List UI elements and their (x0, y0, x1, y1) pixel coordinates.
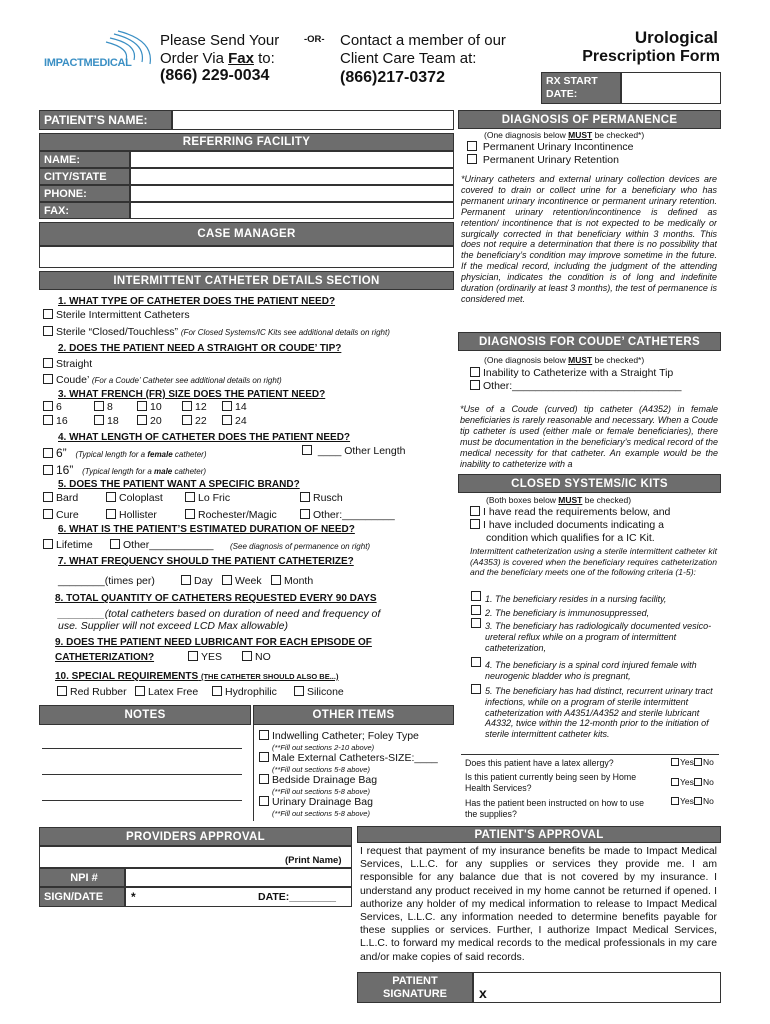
frequency-day[interactable]: Day (181, 575, 213, 587)
frequency-times[interactable]: ________(times per) (58, 575, 155, 587)
length-6-option[interactable]: 6” (Typical length for a female catheter) (43, 446, 206, 460)
brand-rochester[interactable]: Rochester/Magic (185, 509, 277, 521)
coude-header: DIAGNOSIS FOR COUDE’ CATHETERS (458, 332, 721, 351)
other-item-urinary-bag-note: (**Fill out sections 5-8 above) (272, 809, 370, 818)
permanence-incontinence[interactable]: Permanent Urinary Incontinence (467, 141, 634, 153)
facility-name-label: NAME: (39, 151, 130, 168)
checkbox[interactable] (470, 519, 480, 529)
duration-other[interactable]: Other___________ (110, 539, 214, 551)
checkbox[interactable] (110, 539, 120, 549)
checkbox[interactable] (43, 448, 53, 458)
other-item-indwelling-note: (**Fill out sections 2-10 above) (272, 743, 375, 752)
q8-heading: 8. TOTAL QUANTITY OF CATHETERS REQUESTED EVERY 90 DAYS (55, 593, 377, 604)
q8-text-1[interactable]: ________(total catheters based on duration of need and frequency of (58, 608, 381, 620)
checkbox[interactable] (259, 774, 269, 784)
criterion-5-checkbox[interactable] (471, 684, 484, 696)
fr-size-8[interactable]: 8 (94, 401, 113, 413)
fr-size-20[interactable]: 20 (137, 415, 162, 427)
rx-start-label: RX START DATE: (541, 72, 621, 104)
closed-systems-header: CLOSED SYSTEMS/IC KITS (458, 474, 721, 493)
checkbox[interactable] (302, 445, 312, 455)
checkbox[interactable] (43, 309, 53, 319)
criterion-3-checkbox[interactable] (471, 618, 484, 630)
permanence-instruction: (One diagnosis below MUST be checked*) (484, 130, 645, 140)
q4-heading: 4. WHAT LENGTH OF CATHETER DOES THE PATIENT NEED? (58, 432, 351, 443)
referring-facility-header: REFERRING FACILITY (39, 133, 454, 151)
checkbox[interactable] (182, 401, 192, 411)
special-hydrophilic[interactable]: Hydrophilic (212, 686, 277, 698)
notes-line-3[interactable] (42, 800, 242, 801)
checkbox[interactable] (259, 796, 269, 806)
facility-city-field[interactable] (130, 168, 454, 185)
provider-date-label[interactable]: DATE:________ (258, 891, 337, 903)
facility-phone-label: PHONE: (39, 185, 130, 202)
form-title-1: Urological (634, 28, 718, 47)
home-health-question-2: Health Services? (465, 783, 532, 793)
facility-fax-label: FAX: (39, 202, 130, 219)
notes-line-1[interactable] (42, 748, 242, 749)
brand-rusch[interactable]: Rusch (300, 492, 343, 504)
fr-size-24[interactable]: 24 (222, 415, 247, 427)
q10-heading: 10. SPECIAL REQUIREMENTS (THE CATHETER SHOULD ALSO BE...) (55, 671, 339, 682)
checkbox[interactable] (43, 358, 53, 368)
notes-header: NOTES (39, 705, 251, 725)
coude-instruction: (One diagnosis below MUST be checked*) (484, 355, 645, 365)
contact-number: (866)217-0372 (340, 69, 445, 86)
checkbox[interactable] (188, 651, 198, 661)
checkbox[interactable] (94, 401, 104, 411)
permanence-header: DIAGNOSIS OF PERMANENCE (458, 110, 721, 129)
signature-x-mark: x (479, 985, 487, 1001)
patient-name-field[interactable] (172, 110, 454, 130)
duration-note: (See diagnosis of permanence on right) (230, 542, 371, 551)
other-item-male-external-note: (**Fill out sections 5-8 above) (272, 765, 370, 774)
frequency-week[interactable]: Week (222, 575, 262, 587)
checkbox[interactable] (43, 509, 53, 519)
checkbox[interactable] (185, 492, 195, 502)
checkbox[interactable] (137, 401, 147, 411)
checkbox[interactable] (43, 465, 53, 475)
print-name-label: (Print Name) (285, 855, 342, 866)
patient-signature-label: PATIENT SIGNATURE (357, 972, 473, 1003)
or-label: -OR- (304, 34, 325, 45)
criterion-1-checkbox[interactable] (471, 591, 484, 603)
q2-option-straight[interactable]: Straight (43, 358, 92, 370)
checkbox[interactable] (470, 380, 480, 390)
closed-included-documents-2: condition which qualifies for a IC Kit. (486, 532, 655, 544)
q6-heading: 6. WHAT IS THE PATIENT’S ESTIMATED DURATION OF NEED? (58, 524, 355, 535)
contact-line-2: Client Care Team at: (340, 50, 477, 67)
checkbox[interactable] (222, 401, 232, 411)
patient-approval-text: I request that payment of my insurance benefits be made to Impact Medical Services, L.L.C. for any supplies or services they provide me. I am responsible for any balance due that is not covered by my insurance. I understand any product received in my home cannot be returned if opened. I authorize any holder of my medical information to release to Impact Medical Services, L.L.C. any information needed to determine benefits payable for these supplies or services. Further, I authorize Impact Medical Services, L.L.C. to forward my medical records to the medical professionals in my care and/or make copies of said records. (360, 846, 717, 963)
closed-read-requirements[interactable]: I have read the requirements below, and (470, 506, 670, 518)
length-other-option[interactable]: ____ Other Length (302, 445, 406, 457)
q7-heading: 7. WHAT FREQUENCY SHOULD THE PATIENT CATHETERIZE? (58, 556, 354, 567)
checkbox[interactable] (43, 415, 53, 425)
providers-approval-header: PROVIDERS APPROVAL (39, 827, 352, 846)
checkbox[interactable] (470, 506, 480, 516)
checkbox[interactable] (43, 539, 53, 549)
closed-instruction: (Both boxes below MUST be checked) (486, 495, 632, 505)
other-item-urinary-bag[interactable]: Urinary Drainage Bag (259, 796, 373, 808)
brand-lofric[interactable]: Lo Fric (185, 492, 230, 504)
special-red-rubber[interactable]: Red Rubber (57, 686, 127, 698)
checkbox[interactable] (294, 686, 304, 696)
latex-allergy-question: Does this patient have a latex allergy? (465, 758, 614, 768)
facility-city-label: CITY/STATE (39, 168, 130, 185)
case-manager-field[interactable] (39, 246, 454, 268)
sign-date-label: SIGN/DATE (39, 887, 125, 907)
checkbox[interactable] (181, 575, 191, 585)
checkbox[interactable] (182, 415, 192, 425)
fr-size-18[interactable]: 18 (94, 415, 119, 427)
other-item-bedside-bag-note: (**Fill out sections 5-8 above) (272, 787, 370, 796)
permanence-paragraph: *Urinary catheters and external urinary collection devices are covered to drain or collect urine for a beneficiary who has permanent urinary incontinence or permanent urinary retention. Permanent urinary retention/incontinence is defined as retention/ incontinence that is not expected to be medically or surgically corrected in that beneficiary within 3 months. This does not require a determination that there is no possibility that the beneficiary’s condition may improve sometime in the future. If the medical record, including the judgment of the attending physician, indicates the condition is of long and indefinite duration (ordinarily at least 3 months), the test of permanence is considered met. (461, 174, 717, 304)
closed-included-documents[interactable]: I have included documents indicating a (470, 519, 664, 531)
lubricant-no[interactable]: NO (242, 651, 271, 663)
form-title-2: Prescription Form (582, 48, 720, 65)
q1-option-sterile[interactable]: Sterile Intermittent Catheters (43, 309, 190, 321)
send-line-1: Please Send Your (160, 32, 280, 49)
latex-no[interactable]: No (694, 757, 714, 767)
brand-cure[interactable]: Cure (43, 509, 79, 521)
fr-size-12[interactable]: 12 (182, 401, 207, 413)
coude-other[interactable]: Other:_____________________________ (470, 380, 682, 392)
frequency-month[interactable]: Month (271, 575, 313, 587)
patient-approval-header: PATIENT'S APPROVAL (357, 826, 721, 843)
special-silicone[interactable]: Silicone (294, 686, 344, 698)
notes-line-2[interactable] (42, 774, 242, 775)
checkbox[interactable] (135, 686, 145, 696)
criterion-1: 1. The beneficiary resides in a nursing facility, (485, 594, 667, 604)
checkbox[interactable] (467, 141, 477, 151)
checkbox[interactable] (106, 509, 116, 519)
instructed-question-1: Has the patient been instructed on how to use (465, 798, 644, 808)
patient-signature-field[interactable] (473, 972, 721, 1003)
other-item-bedside-bag[interactable]: Bedside Drainage Bag (259, 774, 377, 786)
q2-option-coude[interactable]: Coude’ (For a Coude’ Catheter see additional details on right) (43, 374, 282, 386)
checkbox[interactable] (94, 415, 104, 425)
home-health-question-1: Is this patient currently being seen by Home (465, 772, 637, 782)
checkbox[interactable] (43, 374, 53, 384)
fax-number: (866) 229-0034 (160, 67, 270, 84)
permanence-retention[interactable]: Permanent Urinary Retention (467, 154, 619, 166)
intermittent-section-header: INTERMITTENT CATHETER DETAILS SECTION (39, 271, 454, 290)
length-16-option[interactable]: 16” (Typical length for a male catheter) (43, 463, 206, 477)
contact-line-1: Contact a member of our (340, 32, 506, 49)
q1-heading: 1. WHAT TYPE OF CATHETER DOES THE PATIENT NEED? (58, 296, 336, 307)
checkbox[interactable] (300, 509, 310, 519)
checkbox[interactable] (242, 651, 252, 661)
latex-yes[interactable]: Yes (671, 757, 694, 767)
checkbox[interactable] (137, 415, 147, 425)
fr-size-10[interactable]: 10 (137, 401, 162, 413)
q1-option-closed[interactable]: Sterile “Closed/Touchless” (For Closed Systems/IC Kits see additional details on right) (43, 326, 390, 338)
brand-coloplast[interactable]: Coloplast (106, 492, 163, 504)
home-health-no[interactable]: No (694, 777, 714, 787)
criterion-3: 3. The beneficiary has radiologically documented vesico-ureteral reflux while on a program of intermittent catheterization, (485, 621, 712, 653)
criterion-2-checkbox[interactable] (471, 605, 484, 617)
fr-size-22[interactable]: 22 (182, 415, 207, 427)
fr-size-14[interactable]: 14 (222, 401, 247, 413)
checkbox[interactable] (271, 575, 281, 585)
questions-divider (461, 754, 719, 755)
q2-heading: 2. DOES THE PATIENT NEED A STRAIGHT OR COUDE’ TIP? (58, 343, 342, 354)
rx-start-date-field[interactable] (621, 72, 721, 104)
notes-other-divider (253, 725, 254, 821)
facility-name-field[interactable] (130, 151, 454, 168)
brand-bard[interactable]: Bard (43, 492, 78, 504)
checkbox[interactable] (300, 492, 310, 502)
signature-star: * (131, 890, 136, 904)
npi-field[interactable] (125, 868, 352, 887)
lubricant-yes[interactable]: YES (188, 651, 222, 663)
criterion-5: 5. The beneficiary has had distinct, recurrent urinary tract infections, while on a program of sterile intermittent catheterization with A4351/A4352 and sterile lubricant A4332, twice within the 12-month prior to the initiation of sterile intermittent catheter kits. (485, 686, 713, 740)
checkbox[interactable] (212, 686, 222, 696)
instructed-question-2: the supplies? (465, 809, 517, 819)
brand-other[interactable]: Other:_________ (300, 509, 395, 521)
checkbox[interactable] (470, 367, 480, 377)
instructed-no[interactable]: No (694, 796, 714, 806)
other-item-indwelling[interactable]: Indwelling Catheter; Foley Type (259, 730, 419, 742)
checkbox[interactable] (106, 492, 116, 502)
npi-label: NPI # (39, 868, 125, 887)
checkbox[interactable] (222, 575, 232, 585)
coude-inability[interactable]: Inability to Catheterize with a Straight Tip (470, 367, 673, 379)
other-item-male-external[interactable]: Male External Catheters-SIZE:____ (259, 752, 438, 764)
checkbox[interactable] (185, 509, 195, 519)
checkbox[interactable] (467, 154, 477, 164)
logo-waves-icon (38, 30, 158, 80)
send-line-2: Order Via Fax to: (160, 50, 275, 67)
logo-text: IMPACTMEDICAL (44, 57, 132, 69)
other-items-header: OTHER ITEMS (253, 705, 454, 725)
q5-heading: 5. DOES THE PATIENT WANT A SPECIFIC BRAND? (58, 479, 300, 490)
patient-name-label: PATIENT’S NAME: (39, 110, 172, 130)
q3-heading: 3. WHAT FRENCH (FR) SIZE DOES THE PATIENT NEED? (58, 389, 326, 400)
company-logo (38, 30, 158, 80)
q9-heading-1: 9. DOES THE PATIENT NEED LUBRICANT FOR EACH EPISODE OF (55, 637, 372, 648)
criterion-4-checkbox[interactable] (471, 657, 484, 669)
checkbox[interactable] (43, 401, 53, 411)
facility-fax-field[interactable] (130, 202, 454, 219)
case-manager-header: CASE MANAGER (39, 222, 454, 246)
fr-size-6[interactable]: 6 (43, 401, 62, 413)
criterion-4: 4. The beneficiary is a spinal cord injured female with neurogenic bladder who is pregnant, (485, 660, 697, 681)
home-health-yes[interactable]: Yes (671, 777, 694, 787)
checkbox[interactable] (222, 415, 232, 425)
checkbox[interactable] (259, 752, 269, 762)
checkbox[interactable] (57, 686, 67, 696)
special-latex-free[interactable]: Latex Free (135, 686, 198, 698)
closed-intro: Intermittent catheterization using a sterile intermittent catheter kit (A4353) is covered when the beneficiary requires catheterization and the beneficiary meets one of the following criteria (1-5): (470, 546, 717, 578)
duration-lifetime[interactable]: Lifetime (43, 539, 93, 551)
coude-paragraph: *Use of a Coude (curved) tip catheter (A4352) in female beneficiaries is rarely reasonable and necessary. When a Coude tip catheter is used (either male or female beneficiaries), there must be documentation in the beneficiary’s medical record of the medical necessity for that catheter. An example would be the inability to catheterize with a (460, 404, 718, 469)
instructed-yes[interactable]: Yes (671, 796, 694, 806)
brand-hollister[interactable]: Hollister (106, 509, 157, 521)
fr-size-16[interactable]: 16 (43, 415, 68, 427)
q8-text-2: use. Supplier will not exceed LCD Max allowable) (58, 620, 288, 632)
q9-heading-2: CATHETERIZATION? (55, 652, 155, 663)
checkbox[interactable] (43, 326, 53, 336)
facility-phone-field[interactable] (130, 185, 454, 202)
checkbox[interactable] (259, 730, 269, 740)
criterion-2: 2. The beneficiary is immunosuppressed, (485, 608, 650, 618)
checkbox[interactable] (43, 492, 53, 502)
